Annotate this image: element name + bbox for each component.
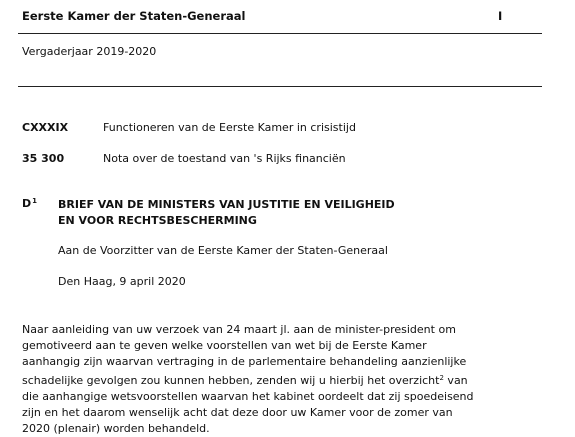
body-line: zijn en het daarom wenselijk acht dat deze door uw Kamer voor de zomer van xyxy=(22,406,453,419)
letter-place-date: Den Haag, 9 april 2020 xyxy=(58,275,186,288)
body-line xyxy=(22,370,474,389)
session-divider xyxy=(18,86,542,87)
letter-body xyxy=(22,322,474,437)
letter-mark xyxy=(22,197,37,210)
body-line-text: schadelijke gevolgen zou kunnen hebben, zenden wij u hierbij het overzicht xyxy=(22,374,440,387)
chamber-roman-numeral: I xyxy=(498,9,503,23)
body-line: die aanhangige wetsvoorstellen waarvan het kabinet oordeelt dat zij spoedeisend xyxy=(22,390,474,403)
dossier-number: CXXXIX xyxy=(22,121,69,134)
dossier-description: Functioneren van de Eerste Kamer in crisistijd xyxy=(103,121,356,134)
header-divider xyxy=(18,33,542,34)
body-line: 2020 (plenair) worden behandeld. xyxy=(22,422,210,435)
footnote-marker: 1 xyxy=(32,197,38,205)
body-line: gemotiveerd aan te geven welke voorstellen van wet bij de Eerste Kamer xyxy=(22,339,427,352)
session-year: Vergaderjaar 2019-2020 xyxy=(22,45,157,58)
footnote-marker: 2 xyxy=(439,374,444,382)
body-line: aanhangig zijn waarvan vertraging in de parlementaire behandeling aanzienlijke xyxy=(22,355,467,368)
dossier-description: Nota over de toestand van 's Rijks financiën xyxy=(103,152,346,165)
body-line-text: van xyxy=(443,374,468,387)
dossier-number: 35 300 xyxy=(22,152,65,165)
letter-addressee: Aan de Voorzitter van de Eerste Kamer der Staten-Generaal xyxy=(58,244,388,257)
chamber-title: Eerste Kamer der Staten-Generaal xyxy=(22,9,246,23)
body-line: Naar aanleiding van uw verzoek van 24 maart jl. aan de minister-president om xyxy=(22,323,456,336)
letter-mark-letter: D xyxy=(22,197,32,210)
letter-heading: BRIEF VAN DE MINISTERS VAN JUSTITIE EN VEILIGHEID EN VOOR RECHTSBESCHERMING xyxy=(58,198,395,227)
